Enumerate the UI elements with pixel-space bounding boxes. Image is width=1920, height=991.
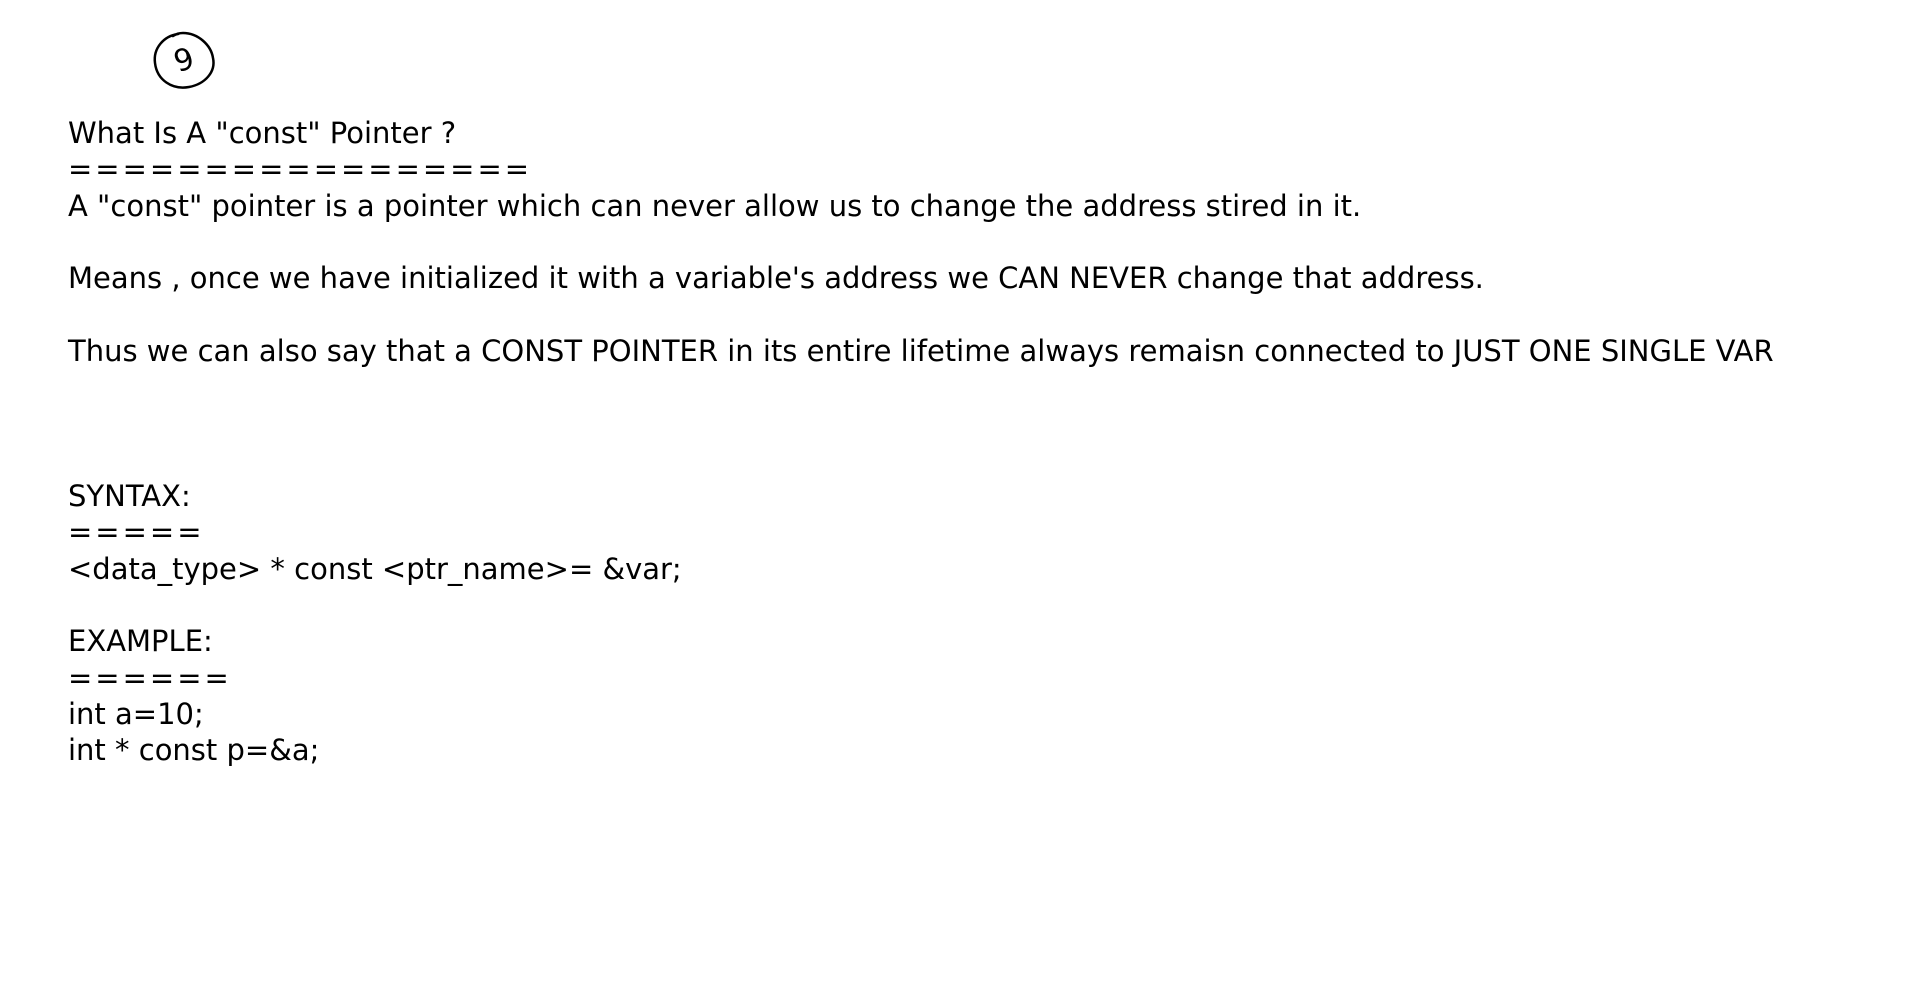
note-content: [68, 115, 1868, 768]
blank-line: [68, 587, 1868, 623]
syntax-underline: =====: [68, 515, 205, 550]
page-number-text: 9: [169, 40, 199, 81]
syntax-code: <data_type> * const <ptr_name>= &var;: [68, 551, 682, 586]
vertical-spacer: [68, 369, 1868, 478]
definition-text: A "const" pointer is a pointer which can never allow us to change the address stired in it.: [68, 188, 1362, 223]
example-code-line: int a=10;: [68, 696, 204, 731]
example-code-line: int * const p=&a;: [68, 733, 320, 768]
means-text: Means , once we have initialized it with a variable's address we CAN NEVER change that address.: [68, 261, 1484, 296]
handwritten-page-number-icon: [150, 28, 220, 94]
blank-line: [68, 224, 1868, 260]
page-number-circle: [150, 28, 220, 94]
syntax-heading: SYNTAX:: [68, 479, 191, 514]
example-heading: EXAMPLE:: [68, 624, 213, 659]
title-underline: =================: [68, 152, 533, 187]
blank-line: [68, 296, 1868, 332]
thus-text: Thus we can also say that a CONST POINTER in its entire lifetime always remaisn connected to JUST ONE SINGLE VAR: [68, 333, 1774, 368]
page-title: What Is A "const" Pointer ?: [68, 116, 457, 150]
example-underline: ======: [68, 660, 232, 695]
